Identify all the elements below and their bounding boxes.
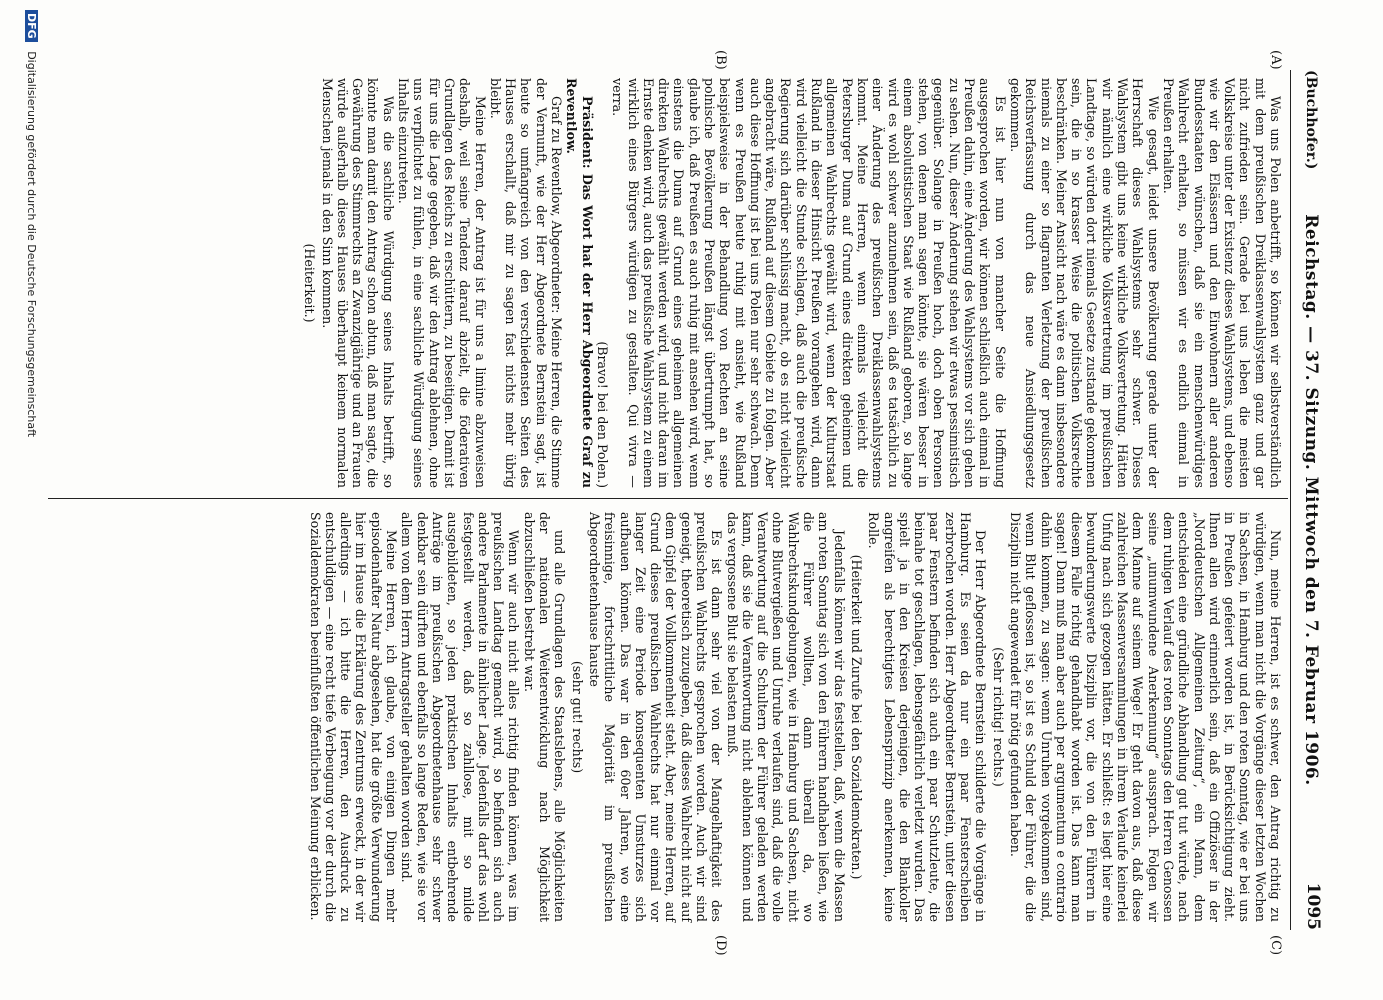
- interjection: (Bravo! bei den Polen.): [594, 341, 610, 488]
- paragraph: Der Herr Abgeordnete Bernstein schilderte die Vorgänge in Hamburg. Es seien da nur ein paar Fensterscheiben zerbrochen worden. Herr Abgeordneter Bernstein, unter diesen paar Fenstern befinden sich auch ein paar Schutzleute, die beinahe tot geschlagen, lebensgefährlich verletzt wurden. Das spielt ja in den Kreisen derjenigen, die den Blankoller angreifen als berechtigtes Lebensprinzip anerkennen, keine Rolle.: [866, 512, 989, 922]
- interjection: (Heiterkeit.): [302, 243, 318, 323]
- paragraph: Was uns Polen anbetrifft, so können wir selbstverständlich mit dem preußischen Dreiklassenwahlsystem ganz und gar nicht zufrieden sein. Gerade bei uns leben die meisten Volkskreise unter der Existenz dieses Wahlsystems, und ebenso wie wir den Elsässern und den Einwohnern aller anderen Bundesstaaten wünschen, daß sie ein menschenwürdiges Wahlrecht erhalten, so müssen wir es endlich einmal in Preußen erhalten.: [1160, 78, 1283, 488]
- interjection: (sehr gut! rechts): [569, 660, 585, 774]
- margin-mark-b: (B): [713, 50, 728, 70]
- page-number: 1095: [1303, 882, 1323, 930]
- left-column: [300, 78, 1283, 488]
- paragraph: Es ist dann sehr viel von der Mangelhaftigkeit des preußischen Wahlrechts gesprochen worden. Auch wir sind geneigt, theoretisch zuzugeben, daß dieses Wahlrecht nicht auf dem Gipfel der Vollkommenheit steht. Aber, meine Herren, auf Grund dieses preußischen Wahlrechts hat nur einmal vor langer Zeit eine Periode konsequenten Umsturzes sich aufbauen können. Das war in den 60er Jahren, wo eine freisinnige, fortschrittliche Majorität im preußischen Abgeordnetenhause hauste: [586, 512, 725, 922]
- paragraph: Wenn wir auch nicht alles richtig finden können, was im preußischen Landtag gemacht wird, so befinden sich auch andere Parlamente in ähnlicher Lage. Jedenfalls darf das wohl festgestellt werden, daß so zahllose, mit so milde ausgebildeten, so jeden praktischen Inhalts entbehrende Anträge im preußischen Abgeordnetenhause sehr schwer denkbar sein dürften und ebenfalls so lange Reden, wie sie vor allem von dem Herrn Antragsteller gehalten worden sind.: [399, 512, 522, 922]
- paragraph: und alle Grundlagen des Staatslebens, alle Möglichkeiten der nationalen Weiterentwicklung nach Möglichkeit abzuschließen bestrebt war.: [521, 512, 568, 922]
- interjection: (Heiterkeit und Zurufe bei den Sozialdemokraten.): [848, 554, 864, 880]
- paragraph: Wie gesagt, leidet unsere Bevölkerung gerade unter der Herrschaft dieses Wahlsystems sehr schwer. Dieses Wahlsystem gibt uns keine wirkliche Volksvertretung. Hätten wir nämlich eine wirkliche Volksvertretung im preußischen Landtage, so würden dort niemals Gesetze zustande gekommen sein, die in so krasser Weise die politischen Volksrechte beschränken. Meiner Ansicht nach wäre es dann insbesondere niemals zu einer so flagranten Verletzung der preußischen Reichsverfassung durch das neue Ansiedlungsgesetz gekommen.: [1007, 78, 1161, 488]
- interjection: (Sehr richtig! rechts.): [990, 647, 1006, 787]
- paragraph: Graf zu Reventlow, Abgeordneter: Meine Herren, die Stimme der Vernunft, wie der Herr Abgeordnete Bernstein sagt, ist heute so umfangreich von den verschiedensten Seiten des Hauses erschallt, daß mir zu sagen fast nichts mehr übrig bleibt.: [487, 78, 565, 488]
- paragraph: Meine Herren, der Antrag ist für uns a limine abzuweisen deshalb, weil seine Tendenz darauf abzielt, die föderativen Grundlagen des Reichs zu erschüttern, zu beseitigen. Damit ist für uns die Lage gegeben, daß wir den Antrag ablehnen, ohne uns verpflichtet zu fühlen, in eine sachliche Würdigung seines Inhalts einzutreten.: [396, 78, 488, 488]
- paragraph: Was die sachliche Würdigung seines Inhalts betrifft, so könnte man damit den Antrag schon abtun, daß man sagte, die Gewährung des Stimmrechts an Zwanzigjährige und an Frauen würde außerhalb dieses Hauses überhaupt keinem normalen Menschen jemals in den Sinn kommen.: [319, 78, 396, 488]
- dfg-logo: DFG: [25, 10, 38, 42]
- header-speaker-ref: (Buchhofer.): [1303, 70, 1319, 170]
- digitization-credit: [16, 10, 38, 990]
- margin-mark-c: (C): [1268, 935, 1283, 956]
- margin-mark-d: (D): [713, 935, 728, 956]
- paragraph: Nun, meine Herren, ist es schwer, den Antrag richtig zu würdigen, wenn man nicht die Vorgänge dieser letzten Wochen in Sachsen, in Hamburg und den roten Sonntag, wie er bei uns in Preußen gefeiert worden ist, in Berücksichtigung zieht. Ihnen allen wird erinnerlich sein, daß ein Offiziöser in der „Norddeutschen Allgemeinen Zeitung“, ein Mann, dem entschieden eine gründliche Abhandlung gut tut würde, nach dem ruhigen Verlauf des roten Sonntags den Herren Genossen seine „unumwundene Anerkennung“ aussprach. Folgen wir dem Manne auf seinem Wege! Er geht davon aus, daß diese zahlreichen Massenversammlungen in ihrem Verlaufe keinerlei Unfug nach sich gezogen hätten. Er schließt: es liegt hier eine bewunderungswerte Disziplin vor, die von den Führern in diesem Falle richtig gehandhabt worden ist. Das kann man sagen! Dann muß man aber auch per argumentum e contrario dahin kommen, zu sagen: wenn Unruhen vorgekommen sind, wenn Blut geflossen ist, so ist es Schuld der Führer, die die Disziplin nicht angewendet für nötig gefunden haben.: [1007, 512, 1283, 922]
- header-title: Reichstag. — 37. Sitzung. Mittwoch den 7. Februar 1906.: [1301, 214, 1321, 786]
- page-header: [1293, 70, 1323, 930]
- president-line: Präsident: Das Wort hat der Herr Abgeordnete Graf zu Reventlow.: [564, 78, 595, 488]
- right-column: [307, 512, 1283, 922]
- paragraph: Meine Herren, ich glaube, von einigen Dingen mehr episodenhafter Natur abgesehen, hat die größte Verwunderung hier im Hause die Erklärung des Zentrums erweckt, in der wir allerdings — ich bitte die Herren, den Ausdruck zu entschuldigen — eine recht tiefe Verbeugung vor der durch die Sozialdemokraten beeinflußten öffentlichen Meinung erblicken.: [307, 512, 400, 922]
- paragraph: Jedenfalls können wir das feststellen, daß, wenn die Massen am roten Sonntag sich von den Führern handhaben ließen, wie die Führer wollten, dann überall da, wo Wahlrechtskundgebungen, wie in Hamburg und Sachsen, nicht ohne Blutvergießen und Unruhe verlaufen sind, daß die volle Verantwortung auf die Schultern der Führer geladen werden kann, daß sie die Verantwortung nicht ablehnen können und das vergossene Blut sie belasten muß.: [724, 512, 847, 922]
- paragraph: Es ist hier nun von mancher Seite die Hoffnung ausgesprochen worden, wir können schließlich auch einmal in Preußen dahin, eine Änderung des Wahlsystems vor sich gehen zu sehen. Nun, dieser Änderung stehen wir etwas pessimistisch gegenüber. Solange in Preußen hoch, doch oben Personen stehen, von denen man sagen könnte, sie wären besser in einem absolutistischen Staat wie Rußland geboren, so lange wird es wohl schwer anzunehmen sein, daß es tatsächlich zu einer Änderung des preußischen Dreiklassenwahlsystems kommt. Meine Herren, wenn einmals vielleicht die Petersburger Duma auf Grund eines direkten geheimen und allgemeinen Wahlrechts gewählt wird, wenn der Kulturstaat Rußland in dieser Hinsicht Preußen vorangehen wird, dann wird vielleicht die Stunde schlagen, daß auch die preußische Regierung sich darüber schlüssig macht, ob es nicht vielleicht angebracht wäre, Rußland auf diesem Gebiete zu folgen. Aber auch diese Hoffnung ist bei uns Polen nur sehr schwach. Denn wenn es Preußen heute ruhig mit ansieht, wie Rußland beispielsweise in der Behandlung von Rechten an seine polnische Bevölkerung Preußen längst übertrumpft hat, so glaube ich, daß Preußen es auch ruhig mit ansehen wird, wenn einstens die Duma auf Grund eines geheimen allgemeinen direkten Wahlrechts gewählt werden wird, und nicht daran im Ernste denken wird, auch das preußische Wahlsystem zu einem wirklich eines Bürgers würdigen zu gestalten. Qui vivra — verra.: [610, 78, 1008, 488]
- credit-text: Digitalisierung gefördert durch die Deutsche Forschungsgemeinschaft: [25, 51, 38, 438]
- margin-mark-a: (A): [1268, 50, 1283, 70]
- header-rule: [1290, 70, 1291, 930]
- column-divider: [48, 498, 1288, 499]
